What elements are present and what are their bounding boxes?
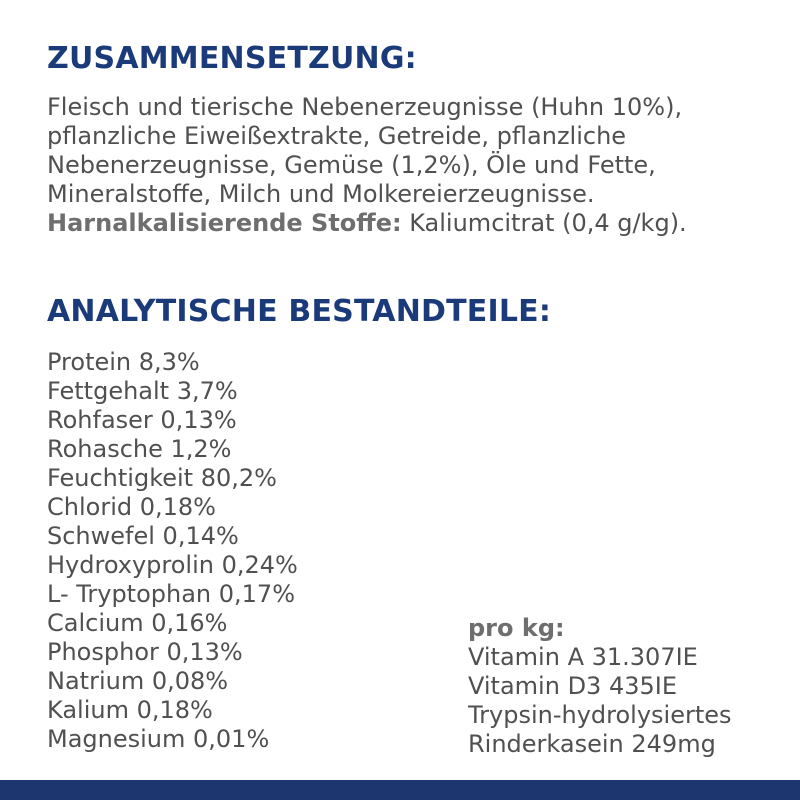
analytical-item: Phosphor 0,13%	[47, 638, 243, 666]
analytical-item: Kalium 0,18%	[47, 696, 213, 724]
additive-value: Kaliumcitrat (0,4 g/kg).	[401, 209, 687, 237]
analytical-item: Rohfaser 0,13%	[47, 406, 237, 434]
per-kg-item: Vitamin D3 435IE	[468, 672, 677, 700]
analytical-item: Calcium 0,16%	[47, 609, 228, 637]
footer-bar	[0, 780, 800, 800]
per-kg-item: Trypsin-hydrolysiertes	[468, 701, 732, 729]
analytical-item: Feuchtigkeit 80,2%	[47, 464, 277, 492]
per-kg-item: Vitamin A 31.307IE	[468, 643, 698, 671]
additive-label: Harnalkalisierende Stoffe:	[47, 209, 402, 237]
composition-text	[47, 93, 787, 238]
analytical-item: Chlorid 0,18%	[47, 493, 216, 521]
per-kg-title: pro kg:	[468, 614, 565, 642]
analytical-item: L- Tryptophan 0,17%	[47, 580, 296, 608]
composition-line: Mineralstoffe, Milch und Molkereierzeugnisse.	[47, 180, 595, 208]
analytical-item: Natrium 0,08%	[47, 667, 229, 695]
analytical-item: Schwefel 0,14%	[47, 522, 239, 550]
analytical-list	[47, 348, 298, 754]
analytical-item: Protein 8,3%	[47, 348, 200, 376]
composition-line: pflanzliche Eiweißextrakte, Getreide, pflanzliche	[47, 122, 627, 150]
analytical-item: Hydroxyprolin 0,24%	[47, 551, 298, 579]
per-kg-item: Rinderkasein 249mg	[468, 730, 716, 758]
composition-line: Fleisch und tierische Nebenerzeugnisse (Huhn 10%),	[47, 93, 683, 121]
additive-line	[47, 209, 787, 238]
analytical-item: Fettgehalt 3,7%	[47, 377, 238, 405]
analytical-heading: ANALYTISCHE BESTANDTEILE:	[47, 294, 552, 329]
per-kg-list	[468, 614, 732, 759]
analytical-item: Magnesium 0,01%	[47, 725, 270, 753]
composition-line: Nebenerzeugnisse, Gemüse (1,2%), Öle und Fette,	[47, 151, 656, 179]
composition-heading: ZUSAMMENSETZUNG:	[47, 41, 417, 76]
analytical-item: Rohasche 1,2%	[47, 435, 232, 463]
